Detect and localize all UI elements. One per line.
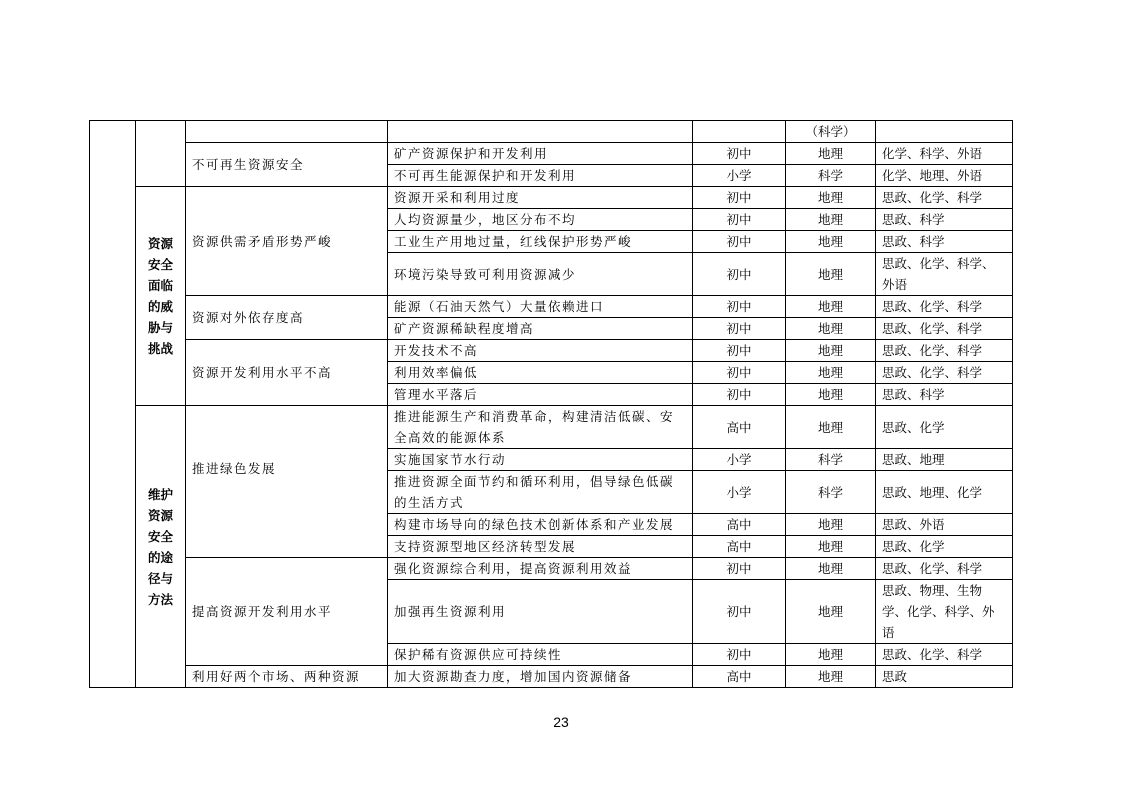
content-cell: 构建市场导向的绿色技术创新体系和产业发展 — [388, 514, 693, 536]
grade-cell: 初中 — [693, 340, 786, 362]
content-cell: 能源（石油天然气）大量依赖进口 — [388, 296, 693, 318]
subject-cell: 地理 — [786, 362, 876, 384]
grade-cell: 小学 — [693, 471, 786, 514]
grade-cell: 初中 — [693, 143, 786, 165]
category-cell-continued — [136, 121, 186, 187]
related-subjects-cell: 思政、化学、科学 — [876, 296, 1013, 318]
content-cell: 保护稀有资源供应可持续性 — [388, 644, 693, 666]
related-subjects-cell: 思政、化学、科学 — [876, 644, 1013, 666]
topic-cell: 资源开发利用水平不高 — [186, 340, 388, 406]
subject-cell: 地理 — [786, 536, 876, 558]
related-subjects-cell: 思政 — [876, 666, 1013, 688]
subject-cell: （科学） — [786, 121, 876, 143]
topic-cell: 资源对外依存度高 — [186, 296, 388, 340]
subject-cell: 地理 — [786, 406, 876, 449]
related-subjects-cell: 思政、化学、科学、外语 — [876, 253, 1013, 296]
content-cell: 实施国家节水行动 — [388, 449, 693, 471]
subject-cell: 地理 — [786, 384, 876, 406]
related-subjects-cell: 思政、化学、科学 — [876, 362, 1013, 384]
grade-cell: 高中 — [693, 514, 786, 536]
curriculum-table — [89, 120, 1013, 688]
related-subjects-cell: 思政、科学 — [876, 231, 1013, 253]
content-cell: 加大资源勘查力度，增加国内资源储备 — [388, 666, 693, 688]
grade-cell: 初中 — [693, 296, 786, 318]
related-subjects-cell: 思政、化学、科学 — [876, 558, 1013, 580]
grade-cell: 初中 — [693, 209, 786, 231]
grade-cell: 高中 — [693, 666, 786, 688]
content-cell: 工业生产用地过量，红线保护形势严峻 — [388, 231, 693, 253]
related-subjects-cell: 思政、外语 — [876, 514, 1013, 536]
related-subjects-cell: 思政、化学、科学 — [876, 340, 1013, 362]
related-subjects-cell: 思政、化学 — [876, 406, 1013, 449]
grade-cell: 小学 — [693, 165, 786, 187]
grade-cell: 初中 — [693, 384, 786, 406]
grade-cell: 高中 — [693, 406, 786, 449]
subject-cell: 地理 — [786, 143, 876, 165]
subject-cell: 地理 — [786, 296, 876, 318]
content-cell: 资源开采和利用过度 — [388, 187, 693, 209]
grade-cell: 小学 — [693, 449, 786, 471]
related-subjects-cell: 化学、地理、外语 — [876, 165, 1013, 187]
content-cell: 利用效率偏低 — [388, 362, 693, 384]
subject-cell: 地理 — [786, 666, 876, 688]
subject-cell: 科学 — [786, 471, 876, 514]
grade-cell: 初中 — [693, 318, 786, 340]
content-cell: 推进资源全面节约和循环利用，倡导绿色低碳的生活方式 — [388, 471, 693, 514]
grade-cell: 初中 — [693, 253, 786, 296]
subject-cell: 地理 — [786, 340, 876, 362]
subject-cell: 地理 — [786, 253, 876, 296]
subject-cell: 地理 — [786, 514, 876, 536]
subject-cell: 地理 — [786, 644, 876, 666]
content-cell: 强化资源综合利用，提高资源利用效益 — [388, 558, 693, 580]
content-cell-empty — [388, 121, 693, 143]
category-cell: 维护资源安全的途径与方法 — [136, 406, 186, 688]
related-subjects-cell: 化学、科学、外语 — [876, 143, 1013, 165]
subject-cell: 地理 — [786, 231, 876, 253]
grade-cell: 初中 — [693, 580, 786, 644]
related-subjects-cell: 思政、化学、科学 — [876, 187, 1013, 209]
content-cell: 环境污染导致可利用资源减少 — [388, 253, 693, 296]
outer-blank-cell — [90, 121, 136, 688]
subject-cell: 地理 — [786, 318, 876, 340]
related-subjects-cell: 思政、地理 — [876, 449, 1013, 471]
content-cell: 开发技术不高 — [388, 340, 693, 362]
related-subjects-cell: 思政、科学 — [876, 209, 1013, 231]
grade-cell: 初中 — [693, 558, 786, 580]
subject-cell: 地理 — [786, 580, 876, 644]
related-subjects-cell: 思政、物理、生物学、化学、科学、外语 — [876, 580, 1013, 644]
content-cell: 矿产资源稀缺程度增高 — [388, 318, 693, 340]
grade-cell: 初中 — [693, 231, 786, 253]
related-subjects-cell: 思政、地理、化学 — [876, 471, 1013, 514]
topic-cell-empty — [186, 121, 388, 143]
content-cell: 人均资源量少，地区分布不均 — [388, 209, 693, 231]
category-cell: 资源安全面临的威胁与挑战 — [136, 187, 186, 406]
grade-cell: 初中 — [693, 187, 786, 209]
topic-cell: 推进绿色发展 — [186, 406, 388, 558]
content-cell: 支持资源型地区经济转型发展 — [388, 536, 693, 558]
related-subjects-cell: 思政、化学 — [876, 536, 1013, 558]
subject-cell: 地理 — [786, 558, 876, 580]
subject-cell: 地理 — [786, 187, 876, 209]
content-cell: 管理水平落后 — [388, 384, 693, 406]
page-number: 23 — [553, 714, 569, 730]
content-cell: 矿产资源保护和开发利用 — [388, 143, 693, 165]
grade-cell — [693, 121, 786, 143]
topic-cell: 提高资源开发利用水平 — [186, 558, 388, 666]
subject-cell: 科学 — [786, 449, 876, 471]
subject-cell: 地理 — [786, 209, 876, 231]
grade-cell: 高中 — [693, 536, 786, 558]
content-cell: 推进能源生产和消费革命，构建清洁低碳、安全高效的能源体系 — [388, 406, 693, 449]
topic-cell: 利用好两个市场、两种资源 — [186, 666, 388, 688]
grade-cell: 初中 — [693, 362, 786, 384]
topic-cell: 资源供需矛盾形势严峻 — [186, 187, 388, 296]
content-cell: 加强再生资源利用 — [388, 580, 693, 644]
subject-cell: 科学 — [786, 165, 876, 187]
related-subjects-cell: 思政、化学、科学 — [876, 318, 1013, 340]
topic-cell: 不可再生资源安全 — [186, 143, 388, 187]
grade-cell: 初中 — [693, 644, 786, 666]
related-subjects-cell: 思政、科学 — [876, 384, 1013, 406]
related-subjects-cell — [876, 121, 1013, 143]
content-cell: 不可再生能源保护和开发利用 — [388, 165, 693, 187]
